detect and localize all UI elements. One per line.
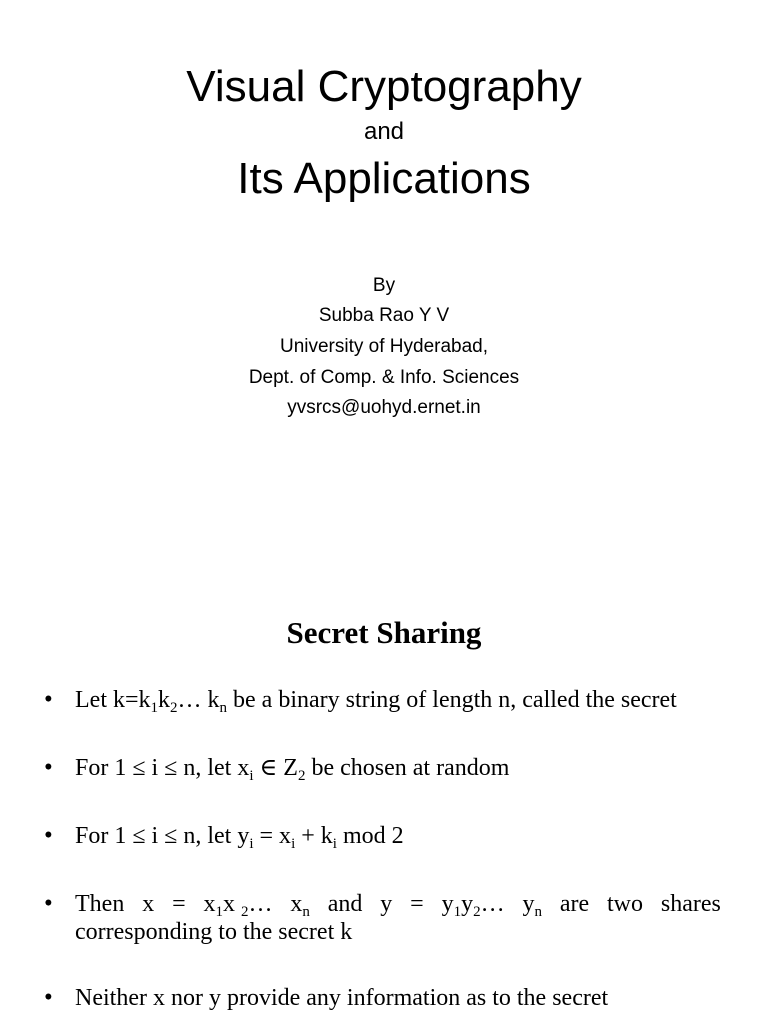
bullet-secret-definition: Let $k=k_1k_2\dots$ $k_n$ be a binary string of length n, called the secret	[75, 687, 677, 716]
bullet-marker: •	[44, 984, 53, 1011]
bullet-marker: •	[44, 686, 53, 713]
author-by: By	[372, 275, 396, 296]
slide-title-line1: Visual Cryptography	[186, 62, 582, 111]
bullet-random-x: For 1 ≤ i ≤ n, let $x_i$ ∈ $Z_2$ be chosen at random	[75, 755, 510, 784]
author-name: Subba Rao Y V	[318, 305, 450, 326]
bullet-marker: •	[44, 890, 53, 917]
author-email: yvsrcs@uohyd.ernet.in	[287, 397, 481, 418]
author-university: University of Hyderabad,	[279, 336, 489, 357]
bullet-two-shares-line2: corresponding to the secret k	[75, 919, 353, 945]
bullet-no-information: Neither x nor y provide any information as to the secret	[75, 985, 609, 1011]
slide-heading: Secret Sharing	[286, 615, 482, 650]
secret-sharing-slide	[0, 520, 768, 1024]
bullet-marker: •	[44, 754, 53, 781]
bullet-two-shares	[75, 890, 721, 946]
bullet-marker: •	[44, 822, 53, 849]
slide-title-and: and	[363, 118, 405, 145]
bullet-two-shares-line1: Then x = $x_1x$ $_2$… $x_n$ and y = $y_1y_2\dots$ $y_n$ are two shares	[75, 891, 721, 920]
author-department: Dept. of Comp. & Info. Sciences	[248, 367, 520, 388]
bullet-compute-y: For 1 ≤ i ≤ n, let $y_i = x_i + k_i$ mod 2	[75, 823, 404, 852]
slide-title-line2: Its Applications	[237, 154, 531, 203]
